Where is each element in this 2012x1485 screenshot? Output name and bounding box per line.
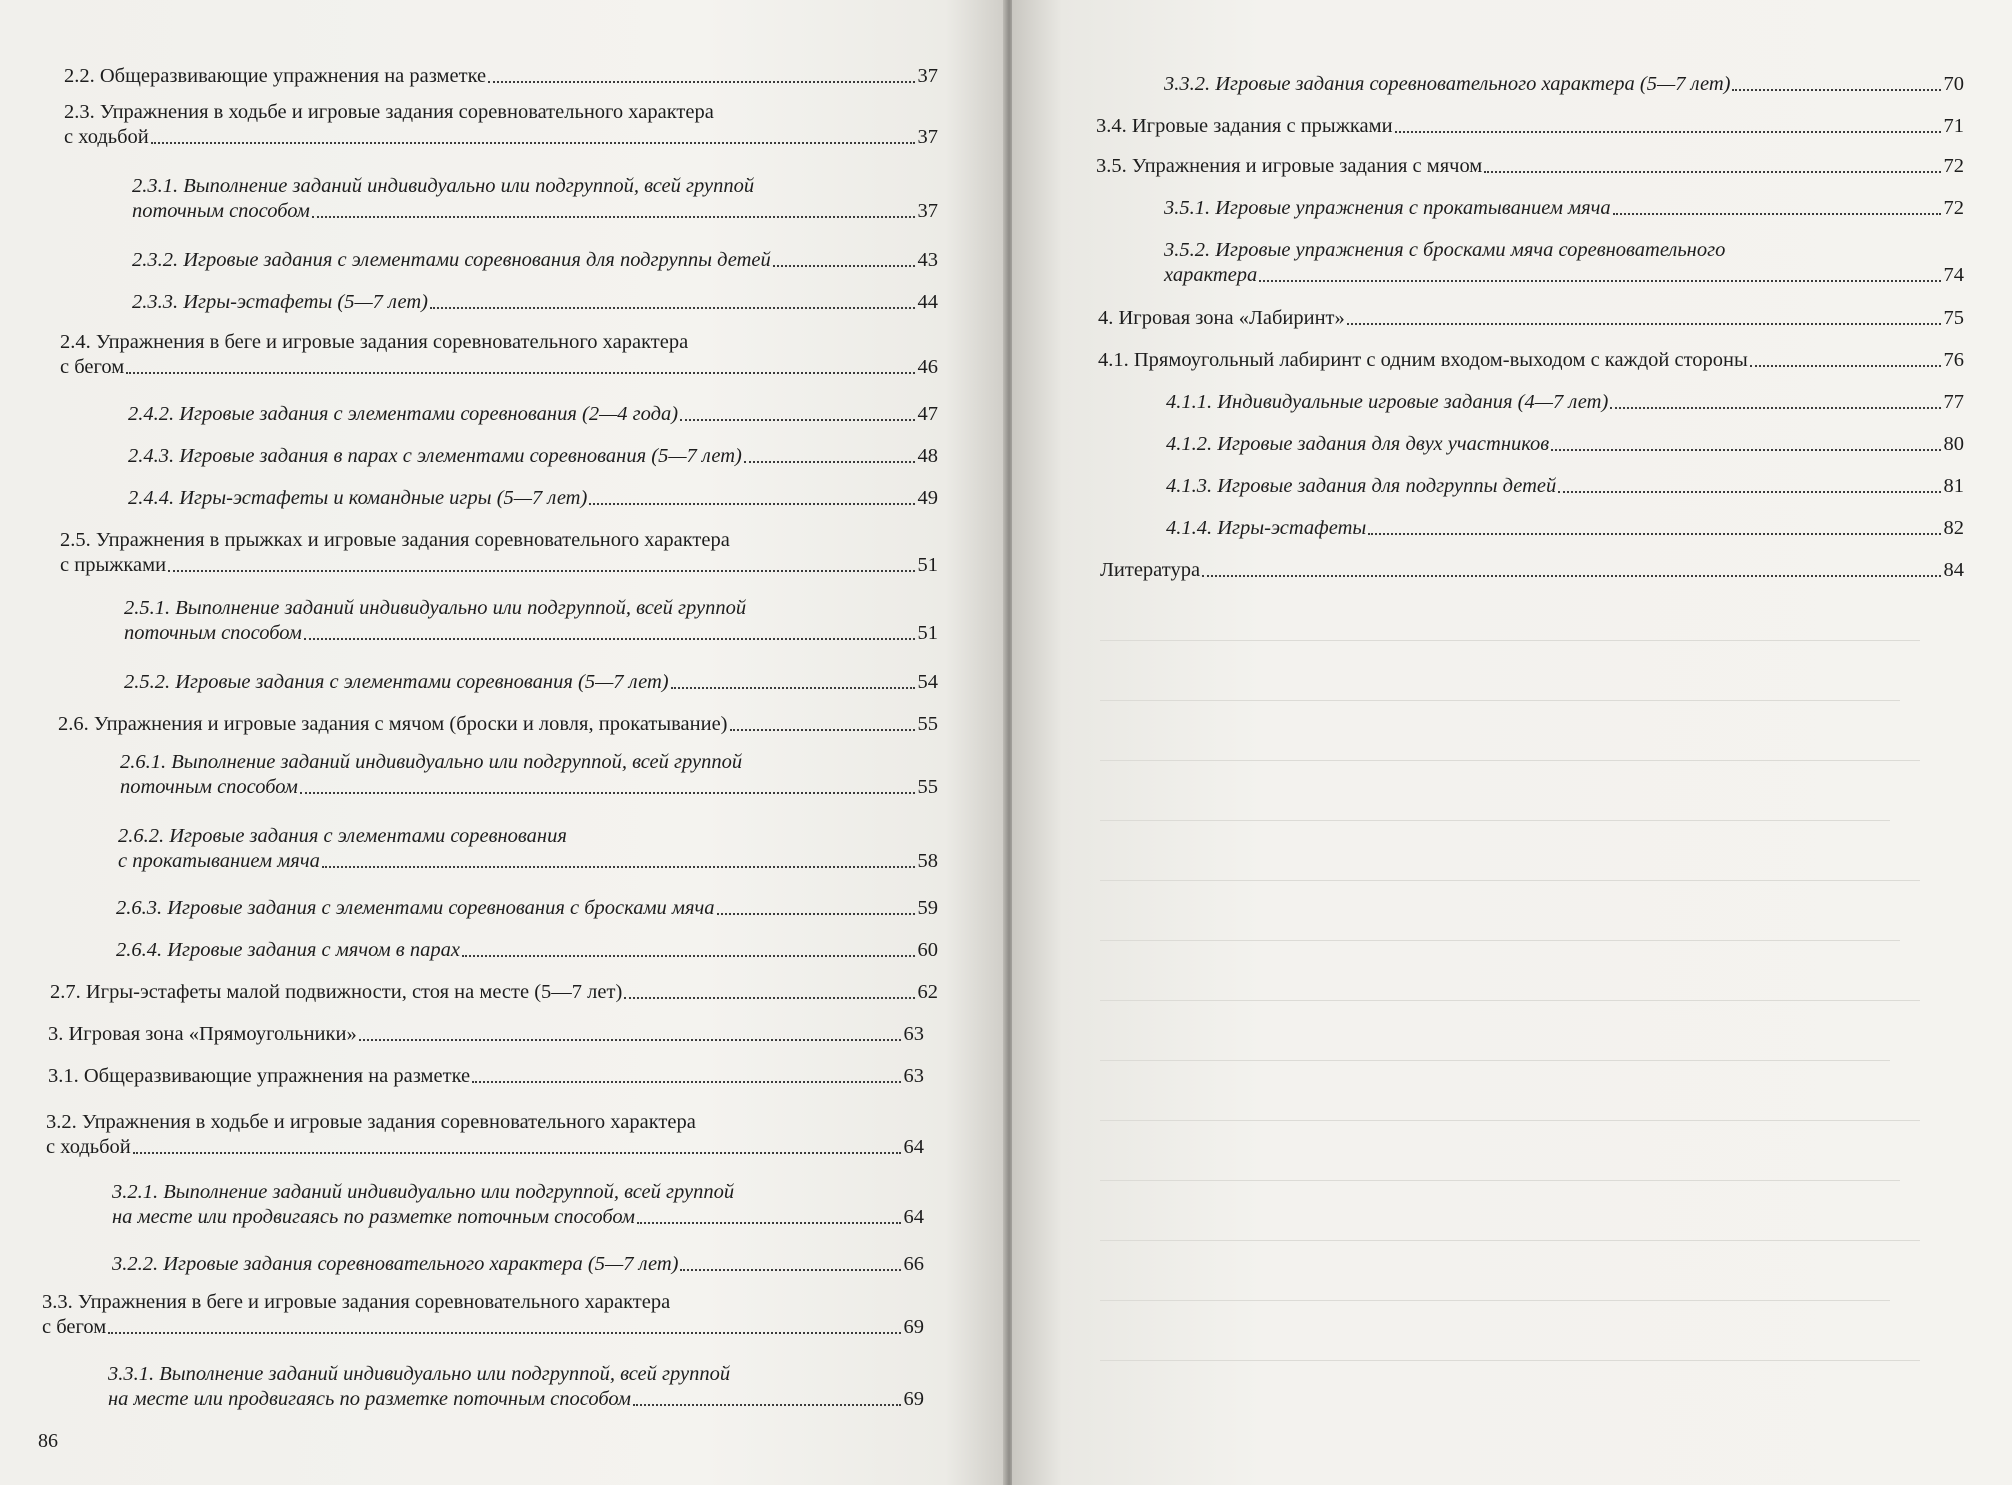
toc-entry: 4.1.2. Игровые задания для двух участников 80 [1166, 433, 1964, 455]
toc-entry: 3.3.2. Игровые задания соревновательного характера (5—7 лет) 70 [1164, 73, 1964, 95]
page-ref: 43 [917, 249, 938, 271]
page-ref: 72 [1943, 155, 1964, 177]
toc-entry: 4.1. Прямоугольный лабиринт с одним входом-выходом с каждой стороны 76 [1098, 349, 1964, 371]
page-ref: 59 [917, 897, 938, 919]
toc-entry: 4.1.3. Игровые задания для подгруппы детей 81 [1166, 475, 1964, 497]
toc-entry: Литература 84 [1100, 559, 1964, 581]
page-ref: 47 [917, 403, 938, 425]
page-ref: 63 [903, 1023, 924, 1045]
toc-entry: 3.5. Упражнения и игровые задания с мячом 72 [1096, 155, 1964, 177]
page-ref: 64 [903, 1136, 924, 1158]
show-through-line [1100, 940, 1900, 941]
toc-entry: 3. Игровая зона «Прямоугольники» 63 [48, 1023, 924, 1045]
page-ref: 70 [1943, 73, 1964, 95]
page-ref: 51 [917, 554, 938, 576]
toc-entry: 2.4.4. Игры-эстафеты и командные игры (5—7 лет) 49 [128, 487, 938, 509]
show-through-line [1100, 700, 1900, 701]
show-through-line [1100, 820, 1890, 821]
show-through-line [1100, 880, 1920, 881]
page-ref: 84 [1943, 559, 1964, 581]
page-ref: 62 [917, 981, 938, 1003]
toc-entry: 2.4. Упражнения в беге и игровые задания соревновательного характера с бегом 46 [60, 331, 938, 378]
page-ref: 37 [917, 65, 938, 87]
page-ref: 75 [1943, 307, 1964, 329]
page-number: 86 [38, 1430, 58, 1452]
page-ref: 64 [903, 1206, 924, 1228]
page-ref: 46 [917, 356, 938, 378]
page-ref: 72 [1943, 197, 1964, 219]
toc-entry: 3.5.2. Игровые упражнения с бросками мяча соревновательного характера 74 [1164, 239, 1964, 286]
toc-entry: 2.6. Упражнения и игровые задания с мячом (броски и ловля, прокатывание) 55 [58, 713, 938, 735]
toc-entry: 4. Игровая зона «Лабиринт» 75 [1098, 307, 1964, 329]
toc-entry: 2.6.2. Игровые задания с элементами соревнования с прокатыванием мяча 58 [118, 825, 938, 872]
page-ref: 69 [903, 1388, 924, 1410]
toc-entry: 2.6.3. Игровые задания с элементами соревнования с бросками мяча 59 [116, 897, 938, 919]
toc-entry: 2.6.4. Игровые задания с мячом в парах 60 [116, 939, 938, 961]
page-ref: 48 [917, 445, 938, 467]
show-through-line [1100, 1120, 1920, 1121]
page-ref: 82 [1943, 517, 1964, 539]
toc-entry: 2.3. Упражнения в ходьбе и игровые задания соревновательного характера с ходьбой 37 [64, 101, 938, 148]
right-page [1012, 0, 2012, 1485]
page-ref: 63 [903, 1065, 924, 1087]
page-ref: 69 [903, 1316, 924, 1338]
show-through-line [1100, 760, 1920, 761]
page-ref: 60 [917, 939, 938, 961]
page-ref: 71 [1943, 115, 1964, 137]
page-ref: 55 [917, 713, 938, 735]
show-through-line [1100, 640, 1920, 641]
show-through-line [1100, 1240, 1920, 1241]
page-ref: 58 [917, 850, 938, 872]
toc-entry: 2.4.2. Игровые задания с элементами соревнования (2—4 года) 47 [128, 403, 938, 425]
show-through-line [1100, 1000, 1920, 1001]
toc-entry: 3.3. Упражнения в беге и игровые задания соревновательного характера с бегом 69 [42, 1291, 924, 1338]
page-ref: 37 [917, 126, 938, 148]
page-ref: 55 [917, 776, 938, 798]
page-ref: 44 [917, 291, 938, 313]
toc-entry: 2.5. Упражнения в прыжках и игровые задания соревновательного характера с прыжками 51 [60, 529, 938, 576]
show-through-line [1100, 1360, 1920, 1361]
page-ref: 77 [1943, 391, 1964, 413]
toc-entry: 2.5.2. Игровые задания с элементами соревнования (5—7 лет) 54 [124, 671, 938, 693]
page-ref: 80 [1943, 433, 1964, 455]
show-through-line [1100, 1060, 1890, 1061]
page-ref: 37 [917, 200, 938, 222]
toc-entry: 2.3.1. Выполнение заданий индивидуально или подгруппой, всей группой поточным способом 37 [132, 175, 938, 222]
page-ref: 81 [1943, 475, 1964, 497]
toc-entry: 3.2.2. Игровые задания соревновательного характера (5—7 лет) 66 [112, 1253, 924, 1275]
toc-entry: 3.3.1. Выполнение заданий индивидуально или подгруппой, всей группой на месте или продвигаясь по разметке поточным способом 69 [108, 1363, 924, 1410]
toc-entry: 2.4.3. Игровые задания в парах с элементами соревнования (5—7 лет) 48 [128, 445, 938, 467]
show-through-line [1100, 1300, 1890, 1301]
page-ref: 74 [1943, 264, 1964, 286]
toc-entry: 2.6.1. Выполнение заданий индивидуально или подгруппой, всей группой поточным способом 55 [120, 751, 938, 798]
toc-entry: 3.2. Упражнения в ходьбе и игровые задания соревновательного характера с ходьбой 64 [46, 1111, 924, 1158]
toc-entry: 4.1.1. Индивидуальные игровые задания (4—7 лет) 77 [1166, 391, 1964, 413]
page-ref: 54 [917, 671, 938, 693]
toc-entry: 3.2.1. Выполнение заданий индивидуально или подгруппой, всей группой на месте или продвигаясь по разметке поточным способом 64 [112, 1181, 924, 1228]
toc-entry: 3.5.1. Игровые упражнения с прокатыванием мяча 72 [1164, 197, 1964, 219]
page-ref: 66 [903, 1253, 924, 1275]
toc-entry: 2.7. Игры-эстафеты малой подвижности, стоя на месте (5—7 лет) 62 [50, 981, 938, 1003]
page-ref: 76 [1943, 349, 1964, 371]
page-ref: 51 [917, 622, 938, 644]
toc-entry: 2.3.3. Игры-эстафеты (5—7 лет) 44 [132, 291, 938, 313]
page-ref: 49 [917, 487, 938, 509]
toc-entry: 2.2. Общеразвивающие упражнения на разметке 37 [64, 65, 938, 87]
toc-entry: 3.1. Общеразвивающие упражнения на разметке 63 [48, 1065, 924, 1087]
toc-entry: 4.1.4. Игры-эстафеты 82 [1166, 517, 1964, 539]
toc-entry: 3.4. Игровые задания с прыжками 71 [1096, 115, 1964, 137]
toc-entry: 2.5.1. Выполнение заданий индивидуально или подгруппой, всей группой поточным способом 51 [124, 597, 938, 644]
toc-entry: 2.3.2. Игровые задания с элементами соревнования для подгруппы детей 43 [132, 249, 938, 271]
show-through-line [1100, 1180, 1900, 1181]
